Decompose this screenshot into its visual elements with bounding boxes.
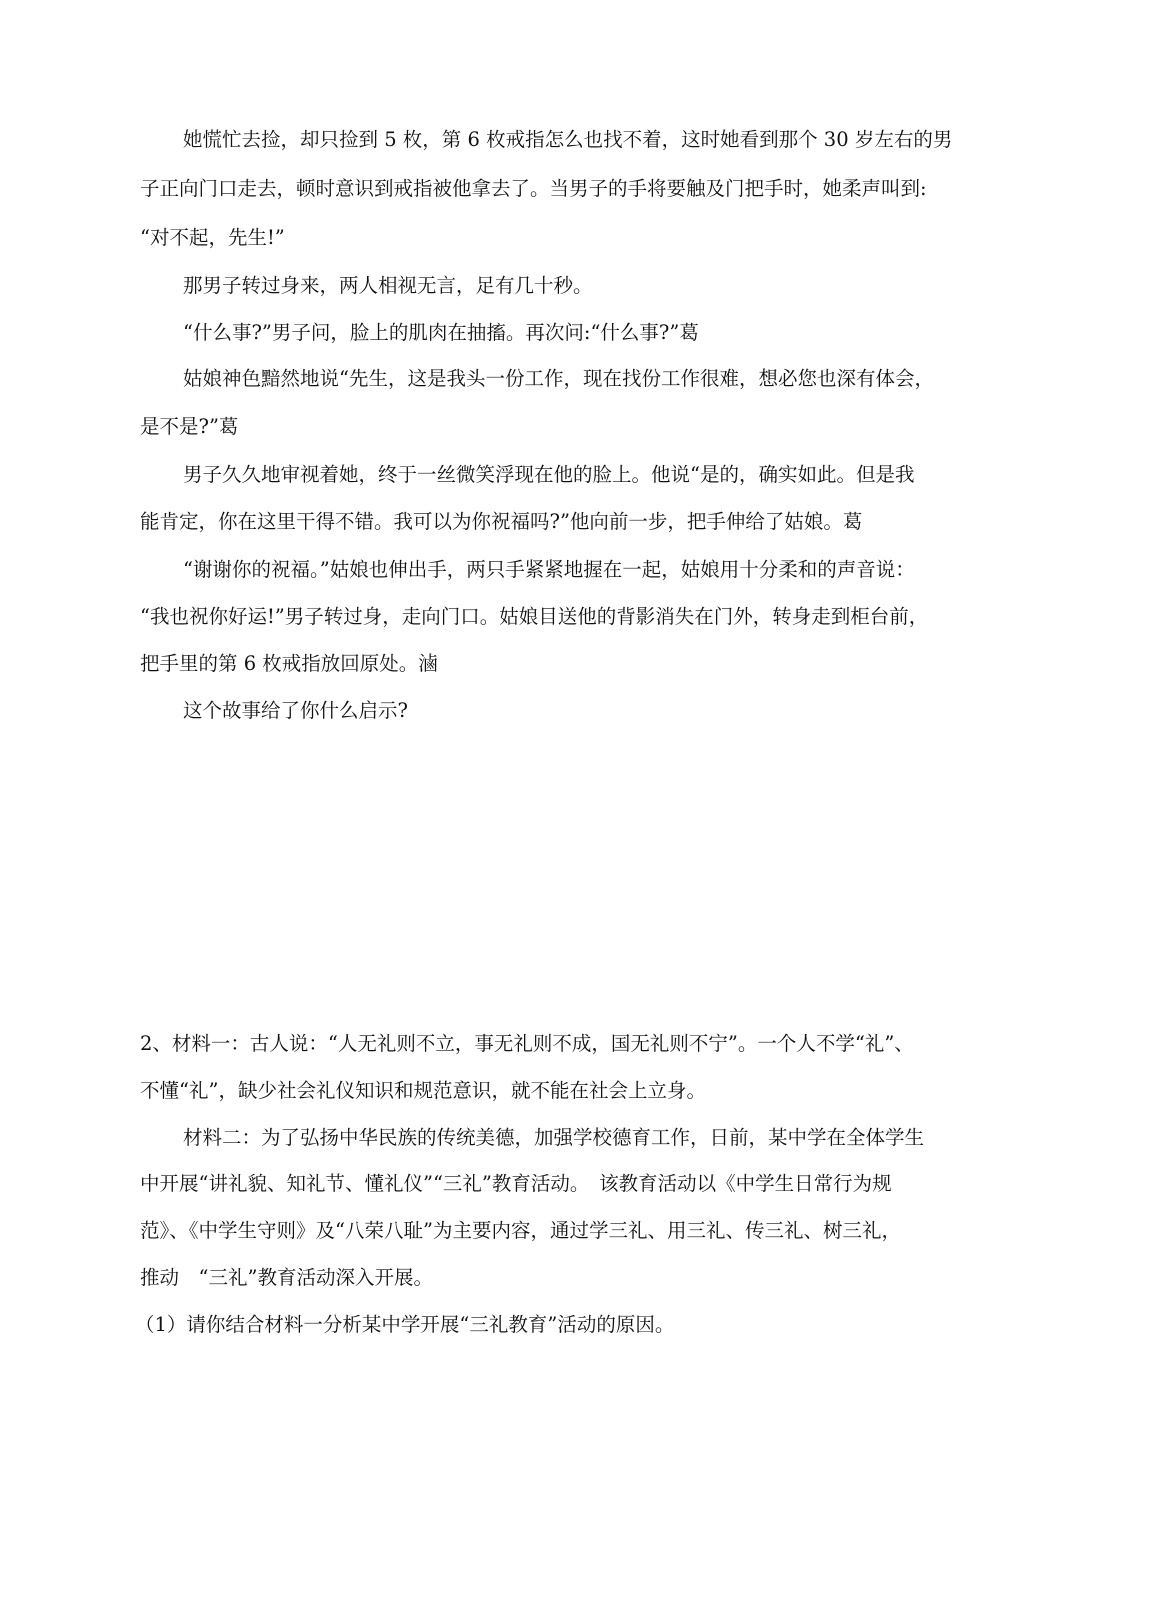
material-1-line-2: 不懂“礼”，缺少社会礼仪知识和规范意识，就不能在社会上立身。	[140, 1079, 706, 1102]
material-1-line-1: 2、材料一：古人说：“人无礼则不立，事无礼则不成，国无礼则不宁”。一个人不学“礼”、	[140, 1032, 914, 1055]
story-paragraph-4-line-1: 姑娘神色黯然地说“先生，这是我头一份工作，现在找份工作很难，想必您也深有体会，	[183, 367, 934, 390]
material-2-line-3: 范》、《中学生守则》及“八荣八耻”为主要内容，通过学三礼、用三礼、传三礼、树三礼，	[140, 1219, 901, 1242]
story-paragraph-1-line-1: 她慌忙去捡，却只捡到 5 枚，第 6 枚戒指怎么也找不着，这时她看到那个 30 岁左右的男	[183, 128, 953, 151]
story-paragraph-3: “什么事?”男子问，脸上的肌肉在抽搐。再次问:“什么事?”葛	[183, 321, 699, 344]
material-2-line-2: 中开展“讲礼貌、知礼节、懂礼仪”“三礼”教育活动。 该教育活动以《中学生日常行为规	[140, 1172, 892, 1195]
material-2-line-1: 材料二：为了弘扬中华民族的传统美德，加强学校德育工作，日前，某中学在全体学生	[183, 1126, 925, 1149]
story-paragraph-6-line-3: 把手里的第 6 枚戒指放回原处。滷	[140, 652, 438, 675]
story-question: 这个故事给了你什么启示?	[183, 699, 408, 722]
material-2-line-4: 推动 “三礼”教育活动深入开展。	[140, 1266, 433, 1289]
story-paragraph-5-line-2: 能肯定，你在这里干得不错。我可以为你祝福吗?”他向前一步，把手伸给了姑娘。葛	[140, 510, 863, 533]
story-paragraph-6-line-1: “谢谢你的祝福。”姑娘也伸出手，两只手紧紧地握在一起，姑娘用十分柔和的声音说：	[183, 558, 915, 581]
sub-question-1: （1）请你结合材料一分析某中学开展“三礼教育”活动的原因。	[135, 1313, 675, 1336]
story-paragraph-1-line-3: “对不起，先生!”	[140, 226, 285, 249]
story-paragraph-2: 那男子转过身来，两人相视无言，足有几十秒。	[183, 274, 593, 297]
story-paragraph-5-line-1: 男子久久地审视着她，终于一丝微笑浮现在他的脸上。他说“是的，确实如此。但是我	[183, 463, 915, 486]
story-paragraph-4-line-2: 是不是?”葛	[140, 415, 239, 438]
story-paragraph-6-line-2: “我也祝你好运!”男子转过身，走向门口。姑娘目送他的背影消失在门外，转身走到柜台前，	[140, 605, 929, 628]
story-paragraph-1-line-2: 子正向门口走去，顿时意识到戒指被他拿去了。当男子的手将要触及门把手时，她柔声叫到:	[140, 177, 927, 200]
